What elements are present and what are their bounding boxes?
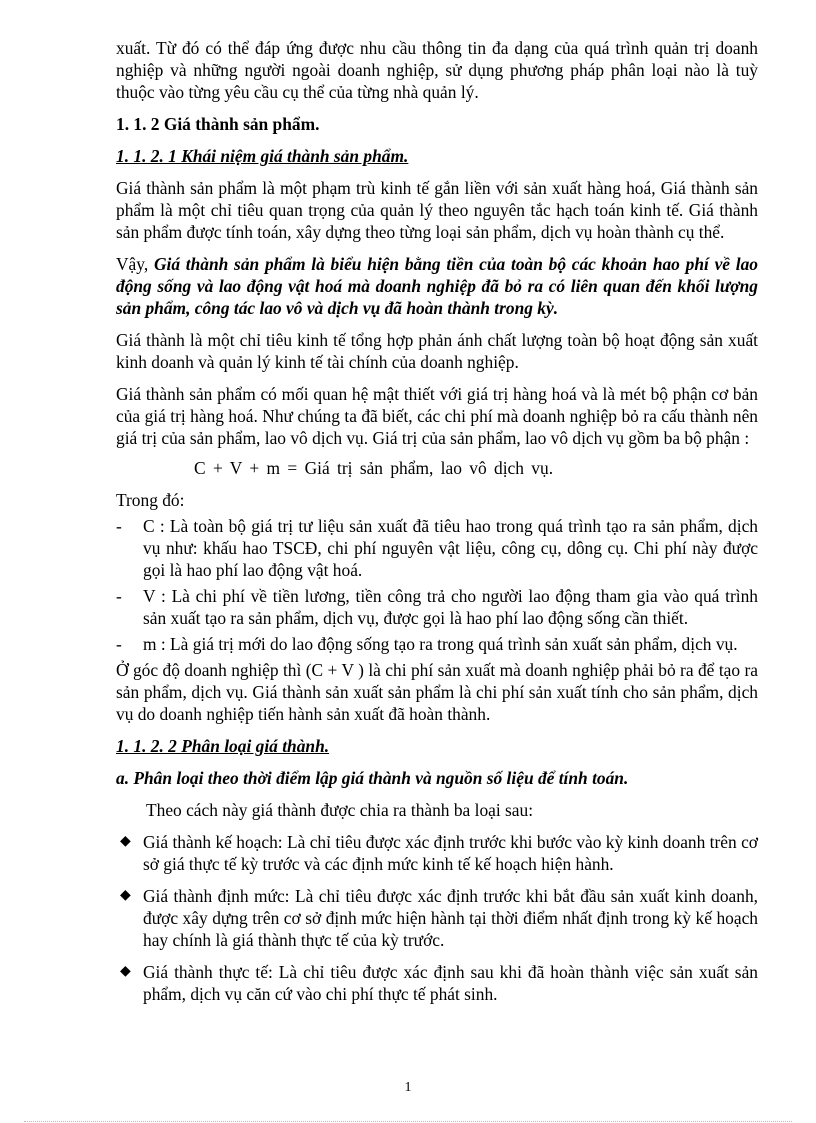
page-content (116, 37, 758, 1005)
dash-marker: - (116, 516, 122, 536)
component-list (116, 515, 758, 655)
subsection-heading-1-1-2-2: 1. 1. 2. 2 Phân loại giá thành. (116, 736, 330, 756)
list-item (116, 515, 758, 581)
trong-do-label: Trong đó: (116, 490, 185, 510)
page-bottom-divider (24, 1121, 792, 1122)
classification-intro: Theo cách này giá thành được chia ra thành ba loại sau: (146, 800, 534, 820)
price-type-list (116, 831, 758, 1005)
definition-paragraph-2 (116, 253, 758, 319)
list-item-text: V : Là chi phí về tiền lương, tiền công trả cho người lao động tham gia vào quá trình sản xuất tạo ra sản phẩm, dịch vụ, được gọi là hao phí lao động sống cần thiết. (143, 586, 758, 628)
cost-paragraph: Ở góc độ doanh nghiệp thì (C + V ) là chi phí sản xuất mà doanh nghiệp phải bỏ ra để tạo ra sản phẩm, dịch vụ. Giá thành sản xuất sản phẩm là chi phí sản xuất tính cho sản phẩm, dịch vụ do doanh nghiệp tiến hành sản xuất đã hoàn thành. (116, 660, 758, 724)
definition-emphasis: Giá thành sản phẩm là biểu hiện bằng tiền của toàn bộ các khoản hao phí về lao động sống và lao động vật hoá mà doanh nghiệp đã bỏ ra có liên quan đến khối lượng sản phẩm, công tác lao vô và dịch vụ đã hoàn thành trong kỳ. (116, 254, 758, 318)
list-item-text: Giá thành kế hoạch: Là chỉ tiêu được xác định trước khi bước vào kỳ kinh doanh trên cơ sở giá thực tế kỳ trước và các định mức kinh tế kế hoạch hiện hành. (143, 832, 758, 874)
subsection-heading-1-1-2-1-wrap (116, 145, 758, 167)
diamond-bullet-icon: ◆ (120, 964, 131, 979)
definition-paragraph-3: Giá thành là một chỉ tiêu kinh tế tổng hợp phản ánh chất lượng toàn bộ hoạt động sản xuất kinh doanh và quản lý kinh tế tài chính của doanh nghiệp. (116, 330, 758, 372)
value-formula: C + V + m = Giá trị sản phẩm, lao vô dịch vụ. (194, 458, 554, 478)
list-item (116, 585, 758, 629)
list-item (116, 831, 758, 875)
section-heading-1-1-2: 1. 1. 2 Giá thành sản phẩm. (116, 114, 320, 134)
definition-paragraph-1: Giá thành sản phẩm là một phạm trù kinh tế gắn liền với sản xuất hàng hoá, Giá thành sản phẩm là một chỉ tiêu quan trọng của quản lý theo nguyên tắc hạch toán kinh tế. Giá thành sản phẩm được tính toán, xây dựng theo từng loại sản phẩm, dịch vụ hoàn thành cụ thể. (116, 178, 758, 242)
list-item (116, 961, 758, 1005)
subsection-heading-1-1-2-2-wrap (116, 735, 758, 757)
list-item-text: Giá thành thực tế: Là chỉ tiêu được xác định sau khi đã hoàn thành việc sản xuất sản phẩm, dịch vụ căn cứ vào chi phí thực tế phát sinh. (143, 962, 758, 1004)
list-item (116, 633, 758, 655)
definition-prefix: Vậy, (116, 254, 154, 274)
list-item-text: m : Là giá trị mới do lao động sống tạo ra trong quá trình sản xuất sản phẩm, dịch vụ. (143, 634, 738, 654)
classification-heading-a: a. Phân loại theo thời điểm lập giá thành và nguồn số liệu để tính toán. (116, 768, 629, 788)
dash-marker: - (116, 634, 122, 654)
diamond-bullet-icon: ◆ (120, 834, 131, 849)
page-number: 1 (404, 1080, 412, 1095)
list-item (116, 885, 758, 951)
subsection-heading-1-1-2-1: 1. 1. 2. 1 Khái niệm giá thành sản phẩm. (116, 146, 409, 166)
intro-paragraph: xuất. Từ đó có thể đáp ứng được nhu cầu thông tin đa dạng của quá trình quản trị doanh nghiệp và những người ngoài doanh nghiệp, sử dụng phương pháp phân loại nào là tuỳ thuộc vào từng yêu cầu cụ thể của từng nhà quản lý. (116, 38, 758, 102)
list-item-text: Giá thành định mức: Là chỉ tiêu được xác định trước khi bắt đầu sản xuất kinh doanh, được xây dựng trên cơ sở định mức hiện hành tại thời điểm nhất định trong kỳ kế hoạch hay chính là giá thành thực tế của kỳ trước. (143, 886, 758, 950)
diamond-bullet-icon: ◆ (120, 888, 131, 903)
list-item-text: C : Là toàn bộ giá trị tư liệu sản xuất đã tiêu hao trong quá trình tạo ra sản phẩm, dịch vụ như: khấu hao TSCĐ, chi phí nguyên vật liệu, công cụ, dông cụ. Chi phí này được gọi là hao phí lao động vật hoá. (143, 516, 758, 580)
definition-paragraph-4: Giá thành sản phẩm có mối quan hệ mật thiết với giá trị hàng hoá và là mét bộ phận cơ bản của giá trị hàng hoá. Như chúng ta đã biết, các chi phí mà doanh nghiệp bỏ ra cấu thành nên giá trị của sản phẩm, lao vô dịch vụ. Giá trị của sản phẩm, lao vô dịch vụ gồm ba bộ phận : (116, 384, 758, 448)
dash-marker: - (116, 586, 122, 606)
